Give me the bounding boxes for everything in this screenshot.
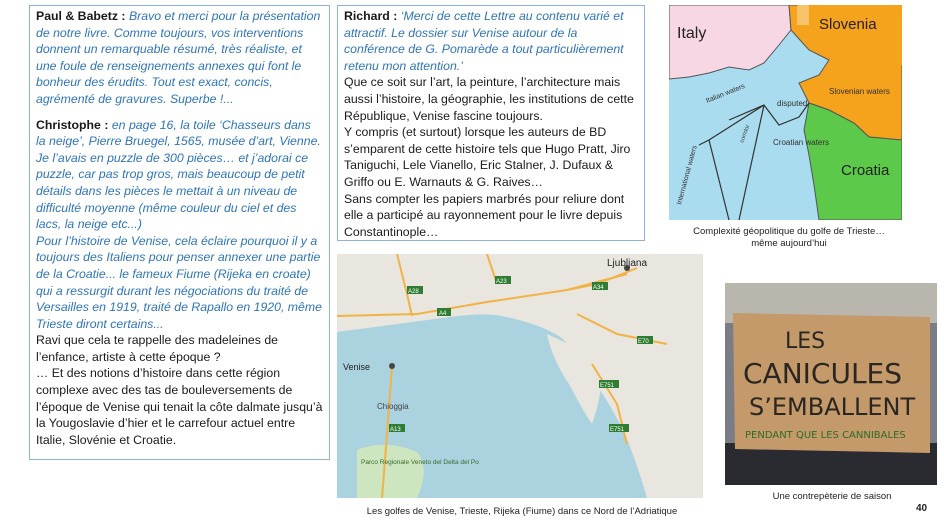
sign-text-line1: LES — [785, 329, 826, 354]
gulf-venise-trieste-map — [337, 254, 703, 498]
sign-text-line3: S’EMBALLENT — [749, 393, 916, 421]
label-slovenian-waters: Slovenian waters — [829, 87, 890, 96]
gulf-map-svg — [337, 254, 703, 498]
shield-a23-label: A23 — [496, 279, 507, 285]
richard-venise-fascine: Que ce soit sur l’art, la peinture, l’architecture mais aussi l’histoire, la géographie, les institutions de cette République, Venise fascine toujours. — [344, 75, 634, 123]
sign-text-line4: PENDANT QUE LES CANNIBALES — [745, 430, 906, 441]
venise-dot — [389, 363, 395, 369]
paul-babetz-quote: Bravo et merci pour la présentation de notre livre. Comme toujours, vos interventions donnent un remarquable résumé, très réaliste, et une foule de renseignements annexes qui font le bonheur des érudits. Tout est exact, concis, agrémenté de gravures. Superbe !... — [36, 9, 321, 106]
label-italian-waters: Italian waters — [705, 82, 746, 105]
photo-caption: Une contrepèterie de saison — [772, 491, 892, 502]
label-italy: Italy — [677, 25, 707, 42]
christophe-name: Christophe : — [36, 117, 112, 132]
photo-svg — [725, 283, 937, 485]
shield-a34-label: A34 — [593, 285, 604, 291]
page-number: 40 — [916, 503, 928, 514]
paul-babetz-name: Paul & Babetz : — [36, 9, 129, 23]
label-croatian-waters: Croatian waters — [773, 138, 830, 147]
label-corridor: corridor — [739, 124, 752, 144]
shield-e751-2-label: E751 — [610, 427, 625, 433]
label-slovenia: Slovenia — [819, 16, 877, 33]
label-croatia: Croatia — [841, 162, 890, 179]
richard-quote: ‘Merci de cette Lettre au contenu varié et attractif. Le dossier sur Venise autour de la conférence de G. Pomarède a tout particulièrement retenu mon attention.’ — [344, 9, 624, 73]
label-ljubljana: Ljubljana — [607, 258, 648, 269]
shield-e751-1-label: E751 — [600, 383, 615, 389]
gulf-map-caption: Les golfes de Venise, Trieste, Rijeka (Fiume) dans ce Nord de l’Adriatique — [366, 506, 678, 517]
shield-a4-label: A4 — [439, 311, 447, 317]
richard-name: Richard : — [344, 9, 401, 23]
christophe-paragraph — [36, 117, 323, 233]
sign-text-line2: CANICULES — [743, 357, 903, 390]
shield-e70-label: E70 — [638, 339, 649, 345]
left-text-box — [29, 5, 330, 460]
po-delta-park — [357, 445, 424, 498]
label-parco: Parco Regionale Veneto del Delta del Po — [361, 459, 479, 466]
reply-madeleines: Ravi que cela te rappelle des madeleines de l’enfance, artiste à cette époque ? — [36, 333, 278, 364]
slovenia-border-band — [797, 5, 809, 25]
richard-paragraph — [344, 8, 638, 74]
label-disputed: disputed — [777, 99, 808, 108]
reply-histoire: … Et des notions d’histoire dans cette région complexe avec des tas de bouleversements de l’époque de Venise qui tenait la côte dalmate jusqu’à la Yougoslavie d’hier et le carrefour actuel entre Italie, Slovénie et Croatie. — [36, 366, 323, 447]
label-international-waters: International waters — [676, 144, 699, 206]
christophe-quote: en page 16, la toile ‘Chasseurs dans la neige’, Pierre Bruegel, 1565, musée d’art, Vienne. Je l’avais en puzzle de 300 pièces… et j’adorai ce puzzle, car pas trop gros, mais beaucoup de petit détails dans les pièces le mettait à un niveau de difficulté moyenne (même couleur du ciel et des lacs, la neige etc...) — [36, 117, 321, 232]
richard-bd: Y compris (et surtout) lorsque les auteurs de BD s’emparent de cette histoire tels que Hugo Pratt, Jiro Taniguchi, Lele Vianello, Eric Stalner, J. Dufaux & Griffo ou E. Warnauts & G. Raives… — [344, 125, 631, 189]
christophe-quote-venise: Pour l’histoire de Venise, cela éclaire pourquoi il y a toujours des Italiens pour penser annexer une partie de la Croatie... le fameux Fiume (Rijeka en croate) qui a ressurgit durant les négociations du traité de Versailles en 1919, traité de Rapallo en 1920, même Trieste diront certains... — [36, 233, 322, 331]
geo-map-svg — [669, 5, 902, 220]
richard-papiers: Sans compter les papiers marbrés pour reliure dont elle a participé au rayonnement pour le livre depuis Constantinople… — [344, 191, 625, 239]
paul-babetz-paragraph — [36, 8, 323, 108]
right-text-box — [337, 5, 645, 241]
gulf-trieste-geopolitical-map — [669, 5, 902, 220]
geo-map-caption: Complexité géopolitique du golfe de Trieste…même aujourd’hui — [693, 226, 885, 249]
label-chioggia: Chioggia — [377, 402, 409, 411]
shield-a28-label: A28 — [408, 289, 419, 295]
protest-sign-photo — [725, 283, 937, 485]
shield-a13-label: A13 — [390, 427, 401, 433]
label-venise: Venise — [343, 362, 371, 372]
